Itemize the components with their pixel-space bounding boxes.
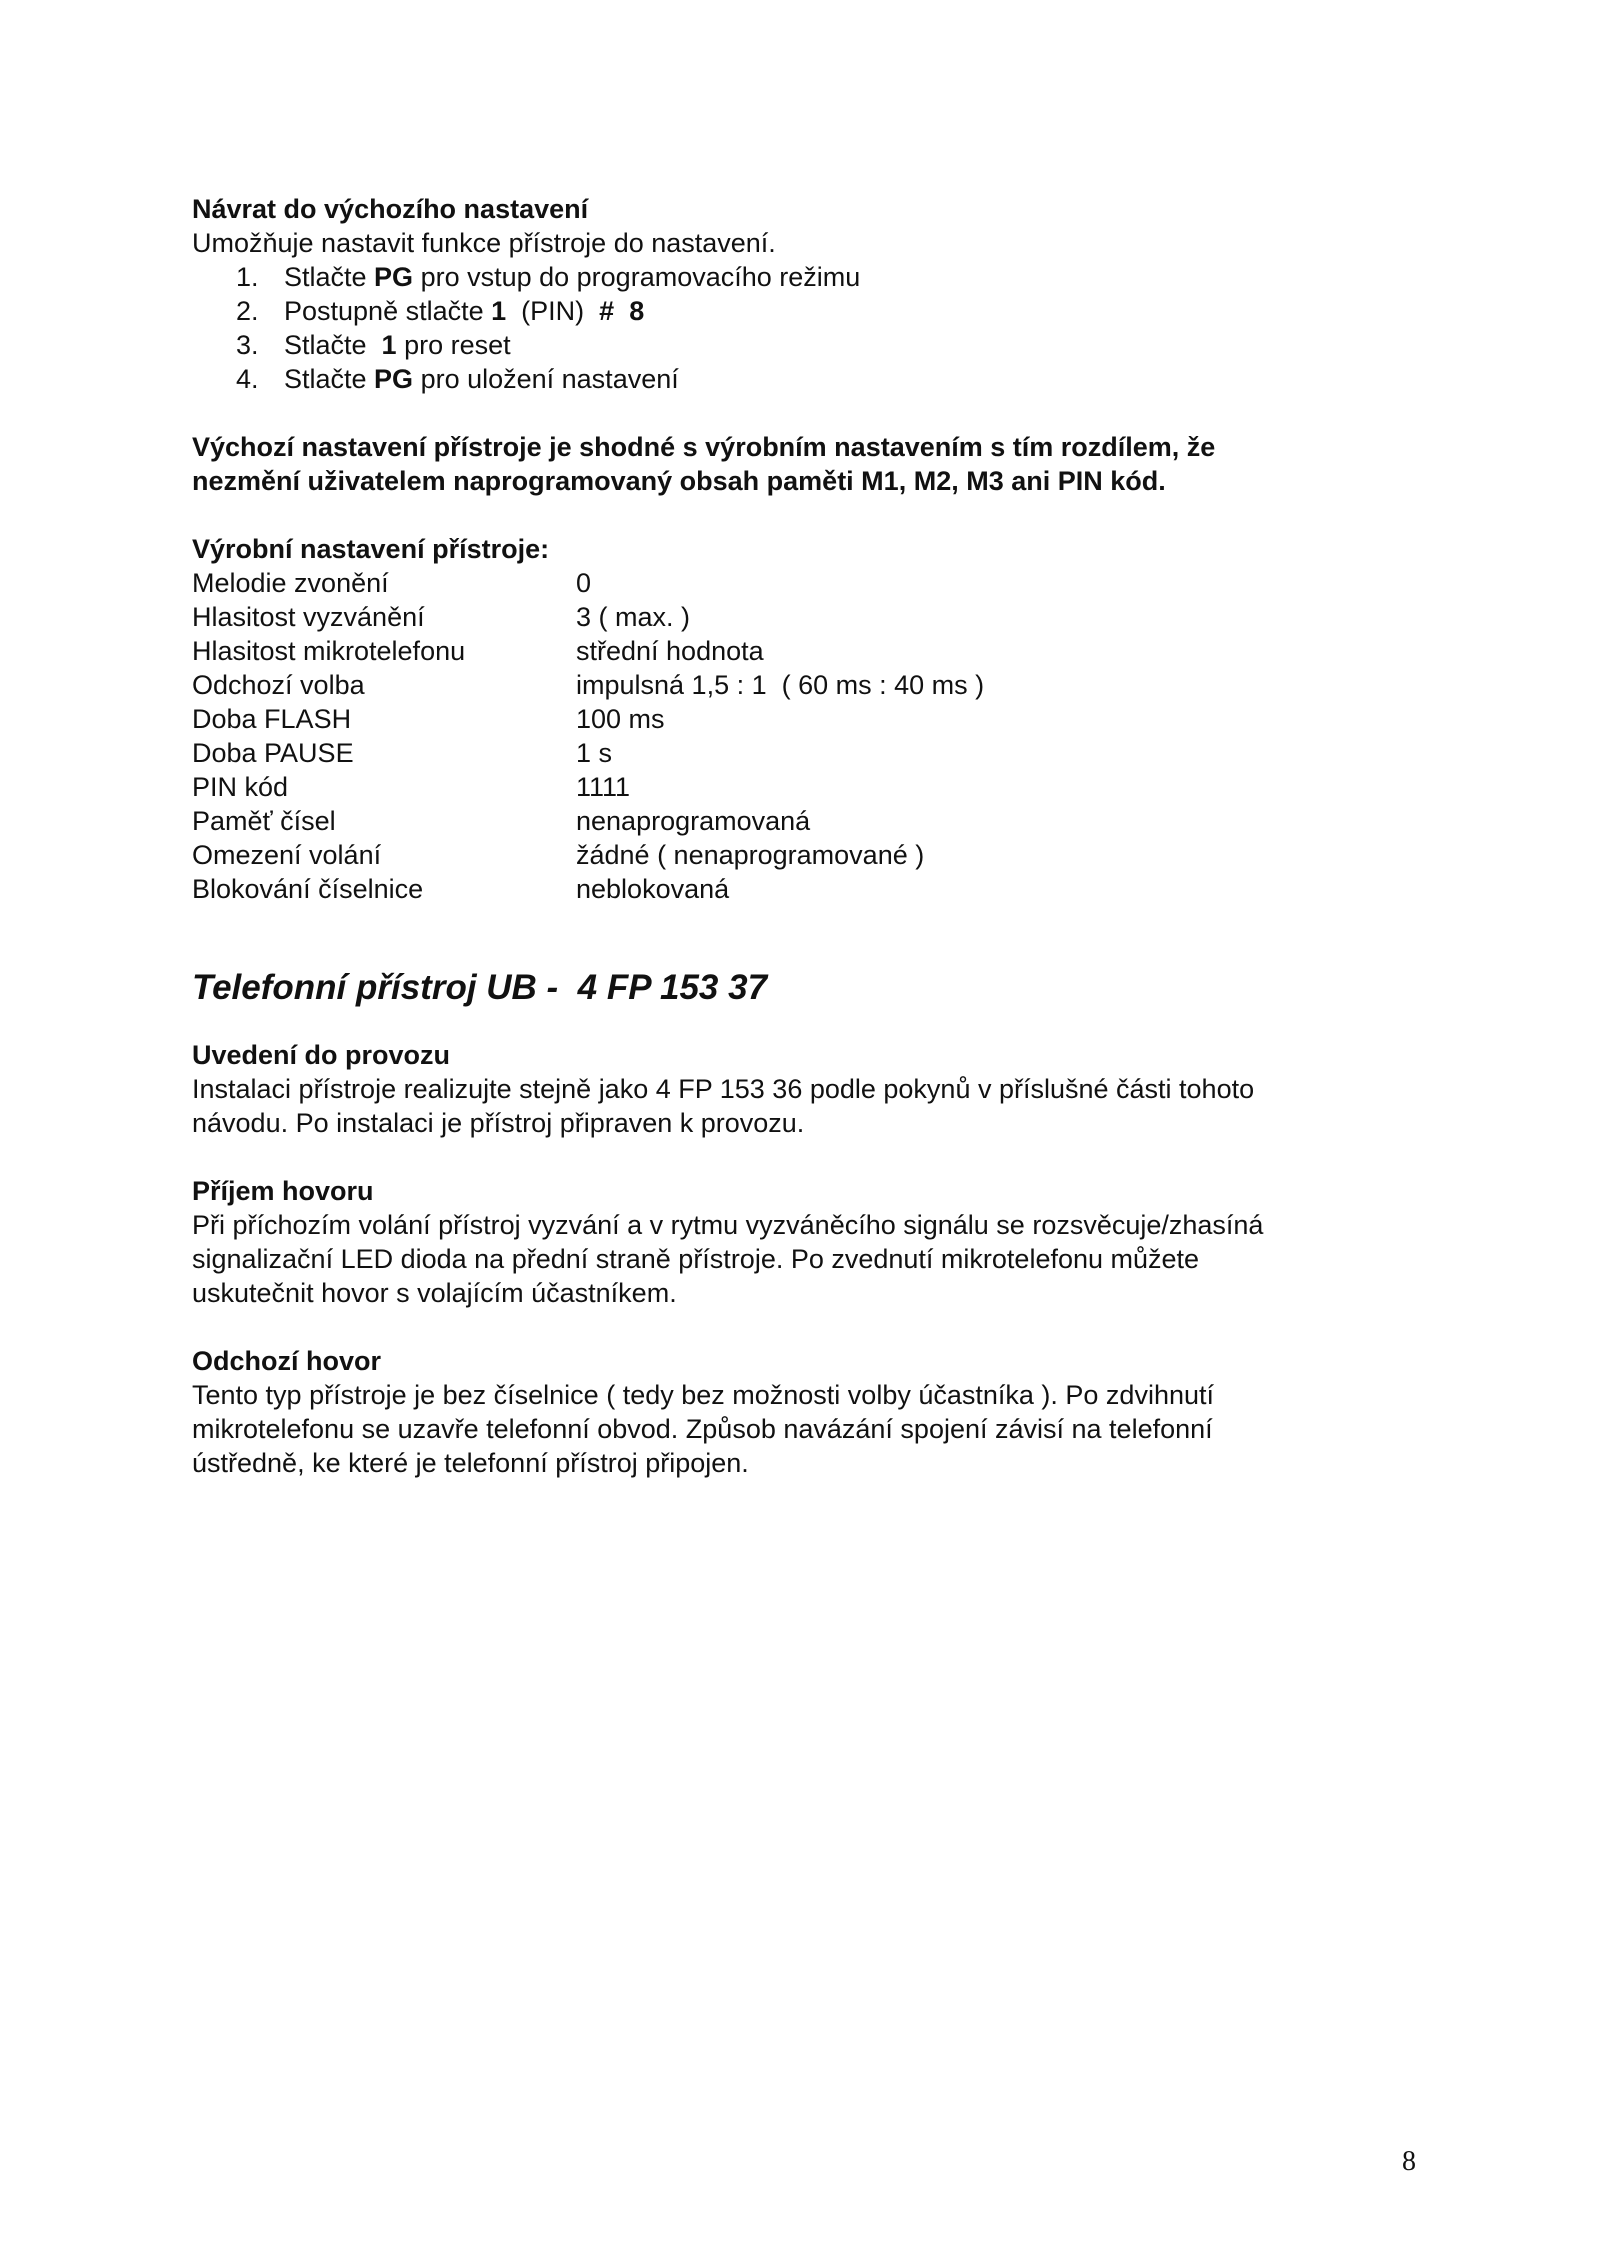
setting-label: Doba FLASH <box>192 704 352 734</box>
step-text: Postupně stlačte <box>284 296 492 326</box>
ub-section-line: uskutečnit hovor s volajícím účastníkem. <box>192 1278 677 1308</box>
section-title-ub: Telefonní přístroj UB - 4 FP 153 37 <box>192 968 768 1007</box>
document-page <box>192 192 1432 1480</box>
reset-intro: Umožňuje nastavit funkce přístroje do nastavení. <box>192 228 776 258</box>
table-row <box>192 668 984 702</box>
setting-label: Hlasitost vyzvánění <box>192 602 425 632</box>
ub-section-line: mikrotelefonu se uzavře telefonní obvod. Způsob navázání spojení závisí na telefonní <box>192 1414 1213 1444</box>
setting-value: 3 ( max. ) <box>576 602 691 632</box>
reset-heading: Návrat do výchozího nastavení <box>192 194 589 224</box>
table-row <box>192 634 984 668</box>
setting-label: Hlasitost mikrotelefonu <box>192 636 466 666</box>
step-text: pro vstup do programovacího režimu <box>413 262 861 292</box>
ub-section-line: ústředně, ke které je telefonní přístroj připojen. <box>192 1448 749 1478</box>
list-item <box>192 328 1432 362</box>
setting-value: střední hodnota <box>576 636 764 666</box>
ub-section-heading: Příjem hovoru <box>192 1176 374 1206</box>
step-key: 1 <box>491 296 507 326</box>
ub-section-line: Tento typ přístroje je bez číselnice ( tedy bez možnosti volby účastníka ). Po zdvihnutí <box>192 1380 1214 1410</box>
reset-steps-list <box>192 260 1432 396</box>
list-item <box>192 294 1432 328</box>
reset-note-line: Výchozí nastavení přístroje je shodné s výrobním nastavením s tím rozdílem, že <box>192 432 1216 462</box>
list-item <box>192 362 1432 396</box>
step-key: # 8 <box>599 296 645 326</box>
ub-section-line: Při příchozím volání přístroj vyzvání a v rytmu vyzváněcího signálu se rozsvěcuje/zhasíná <box>192 1210 1264 1240</box>
table-row <box>192 702 984 736</box>
table-row <box>192 838 984 872</box>
step-text: pro reset <box>396 330 511 360</box>
ub-section-line: Instalaci přístroje realizujte stejně jako 4 FP 153 36 podle pokynů v příslušné části tohoto <box>192 1074 1255 1104</box>
setting-label: Doba PAUSE <box>192 738 354 768</box>
step-key: 1 <box>381 330 397 360</box>
setting-value: 1 s <box>576 738 613 768</box>
setting-value: neblokovaná <box>576 874 730 904</box>
page-number: 8 <box>1402 2146 1416 2177</box>
setting-label: Omezení volání <box>192 840 382 870</box>
ub-section-heading: Uvedení do provozu <box>192 1040 451 1070</box>
setting-value: impulsná 1,5 : 1 ( 60 ms : 40 ms ) <box>576 670 985 700</box>
setting-value: 0 <box>576 568 592 598</box>
step-number: 2. <box>236 296 259 326</box>
step-text: (PIN) <box>506 296 600 326</box>
step-text: pro uložení nastavení <box>413 364 679 394</box>
setting-value: 1111 <box>576 772 631 802</box>
setting-value: žádné ( nenaprogramované ) <box>576 840 925 870</box>
setting-value: nenaprogramovaná <box>576 806 811 836</box>
step-text: Stlačte <box>284 262 375 292</box>
ub-section-line: signalizační LED dioda na přední straně přístroje. Po zvednutí mikrotelefonu můžete <box>192 1244 1200 1274</box>
step-key: PG <box>374 262 414 292</box>
setting-value: 100 ms <box>576 704 665 734</box>
step-number: 4. <box>236 364 259 394</box>
step-number: 3. <box>236 330 259 360</box>
ub-section-heading: Odchozí hovor <box>192 1346 381 1376</box>
step-text: Stlačte <box>284 364 375 394</box>
setting-label: Odchozí volba <box>192 670 365 700</box>
setting-label: Paměť čísel <box>192 806 336 836</box>
ub-section-line: návodu. Po instalaci je přístroj připraven k provozu. <box>192 1108 805 1138</box>
list-item <box>192 260 1432 294</box>
setting-label: PIN kód <box>192 772 289 802</box>
factory-heading: Výrobní nastavení přístroje: <box>192 534 550 564</box>
table-row <box>192 770 984 804</box>
reset-note-line: nezmění uživatelem naprogramovaný obsah paměti M1, M2, M3 ani PIN kód. <box>192 466 1166 496</box>
table-row <box>192 804 984 838</box>
table-row <box>192 736 984 770</box>
step-text: Stlačte <box>284 330 382 360</box>
factory-settings-table <box>192 566 984 906</box>
table-row <box>192 872 984 906</box>
table-row <box>192 566 984 600</box>
step-number: 1. <box>236 262 259 292</box>
setting-label: Melodie zvonění <box>192 568 389 598</box>
step-key: PG <box>374 364 414 394</box>
setting-label: Blokování číselnice <box>192 874 424 904</box>
table-row <box>192 600 984 634</box>
